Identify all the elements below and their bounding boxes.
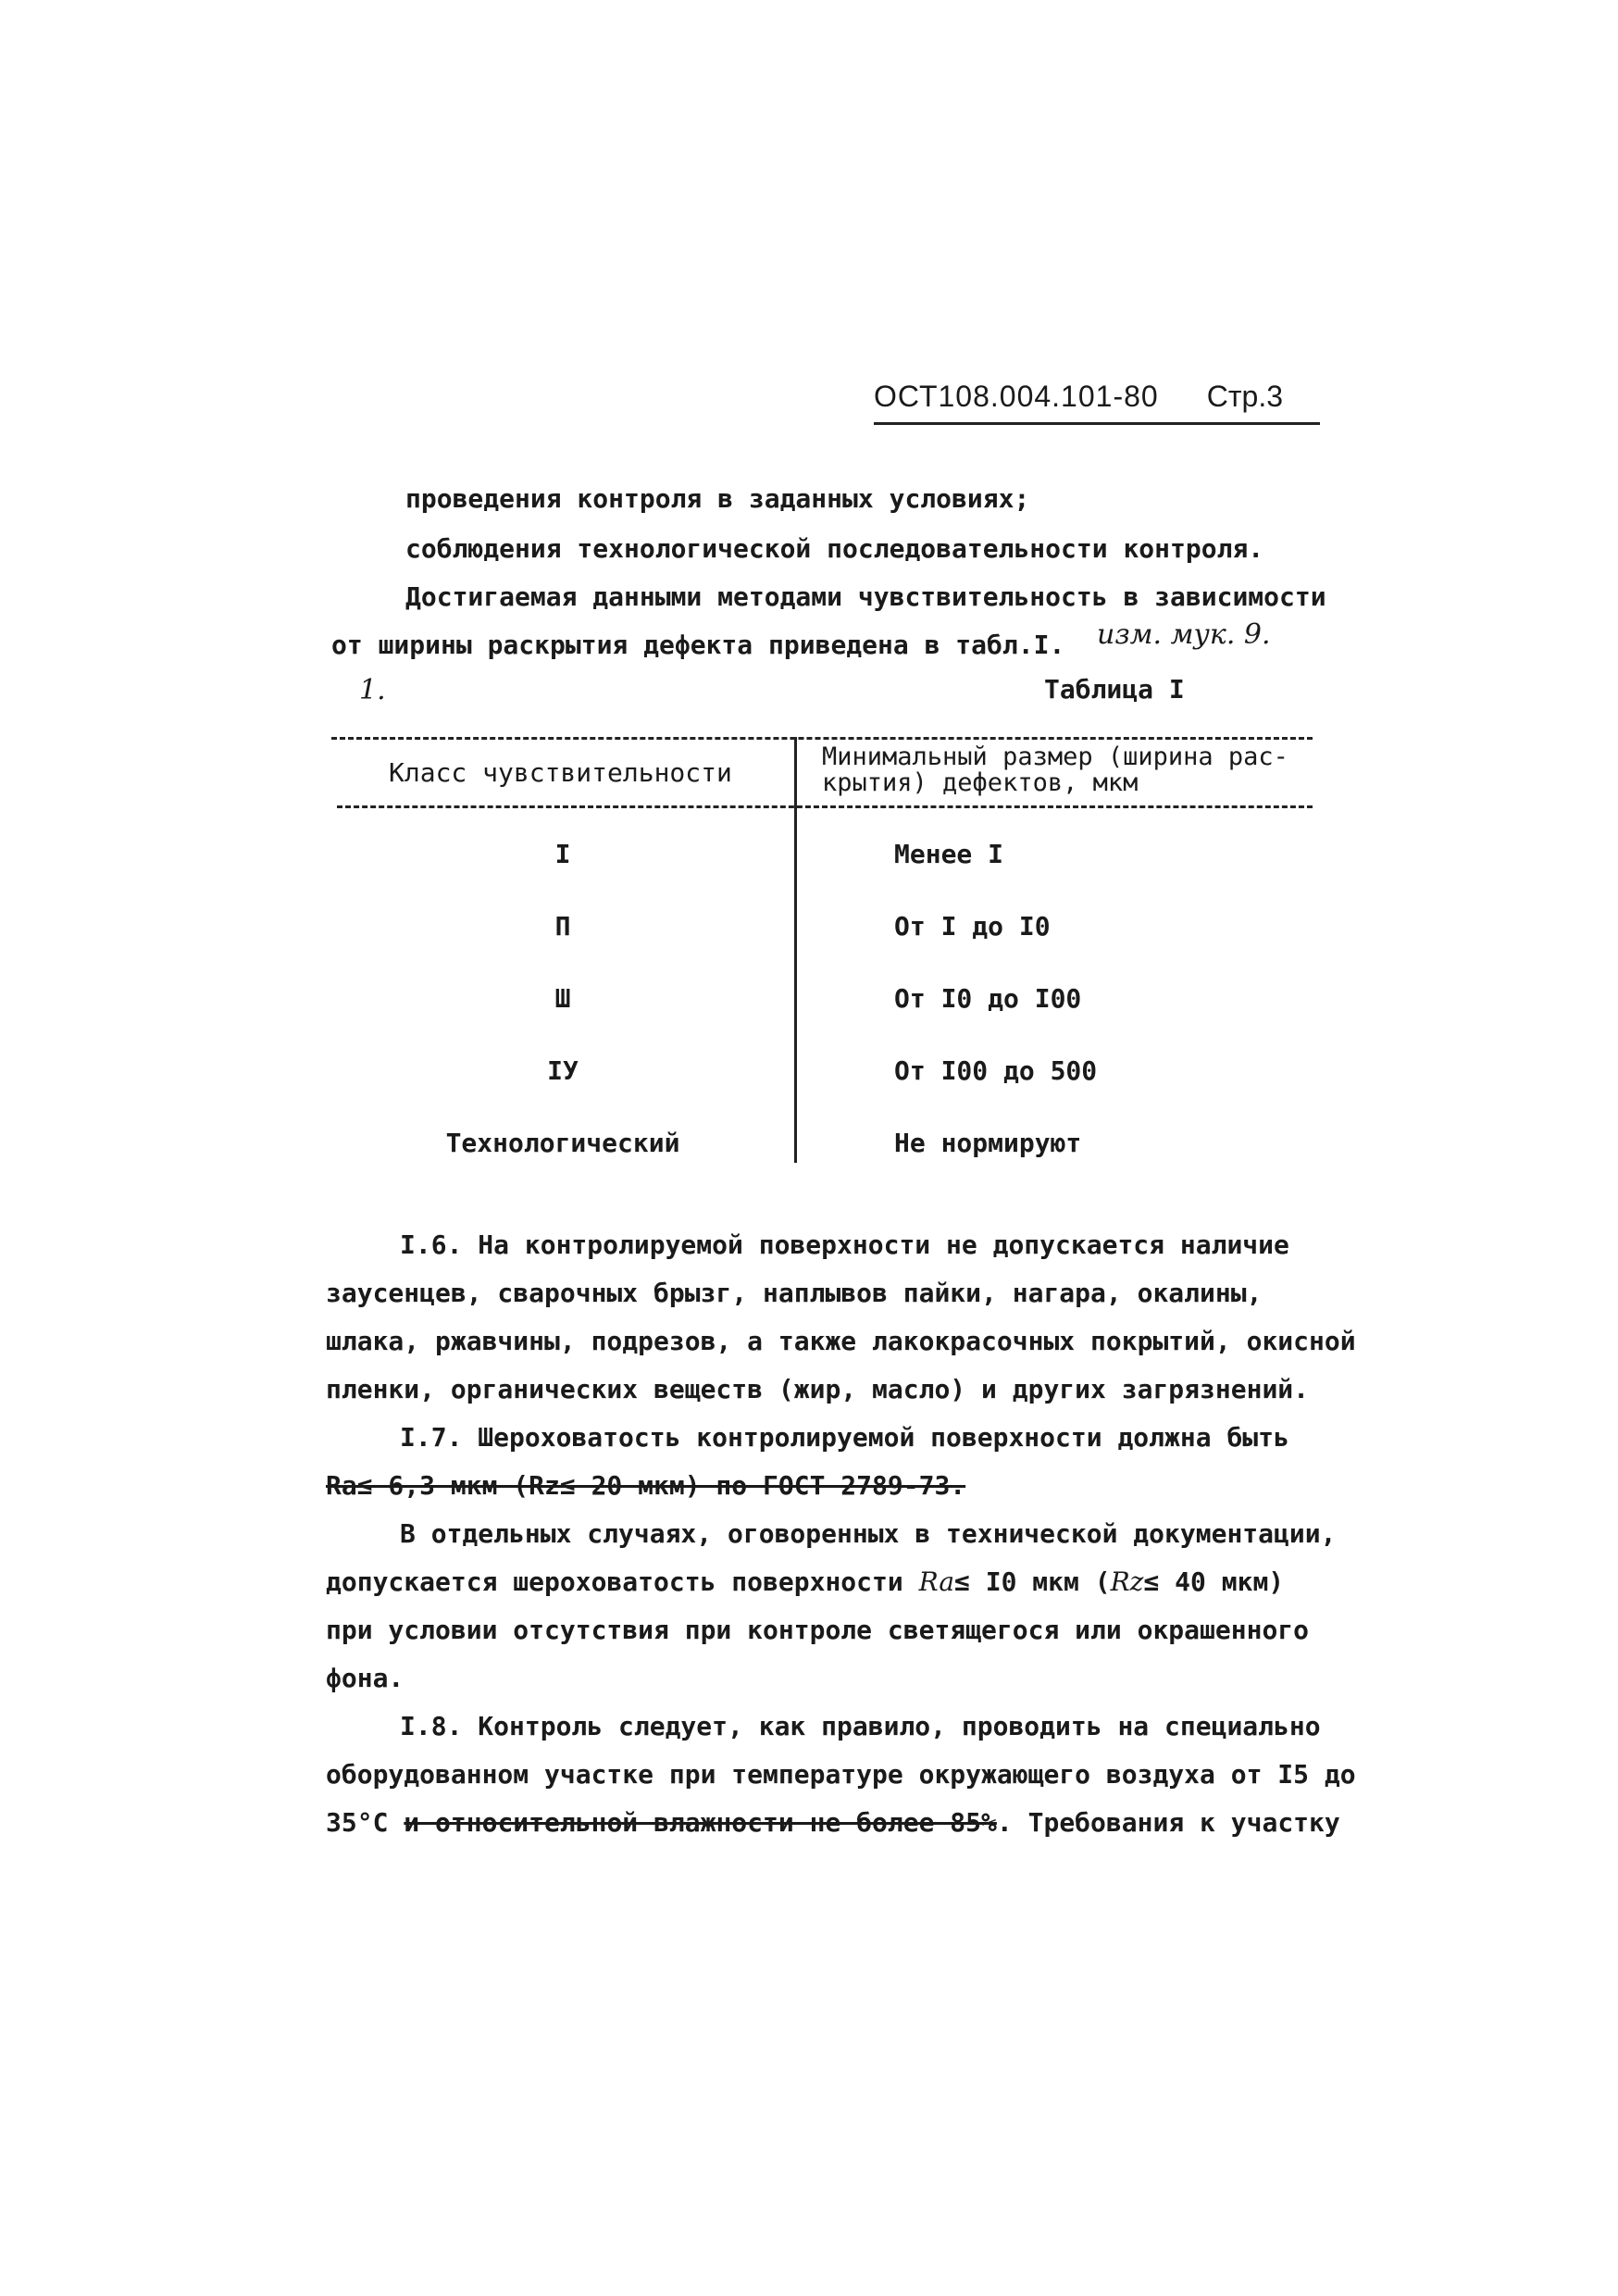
- line-4-text-a: допускается шероховатость поверхности: [326, 1566, 919, 1597]
- table-header-rule: [337, 805, 1313, 808]
- section-1-7-line-4: [326, 1566, 1284, 1597]
- section-1-8-line-3: [326, 1807, 1340, 1838]
- section-1-6-line-3: шлака, ржавчины, подрезов, а также лакокрасочных покрытий, окисной: [326, 1326, 1356, 1356]
- table-cell-size: Менее I: [894, 839, 1004, 869]
- page-number: Стр.3: [1206, 380, 1283, 413]
- section-1-6-line-4: пленки, органических веществ (жир, масло) и других загрязнений.: [326, 1374, 1310, 1404]
- rz-symbol: Rz: [1110, 1566, 1144, 1597]
- line-4-text-b: ≤ I0 мкм (: [954, 1566, 1111, 1597]
- temperature-text: 35°С: [326, 1807, 404, 1838]
- table-top-rule: [331, 737, 1313, 740]
- table-cell-class: I: [554, 839, 571, 869]
- intro-line-4: от ширины раскрытия дефекта приведена в табл.I.: [331, 630, 1065, 660]
- section-1-7-struck-line: Ra≤ 6,3 мкм (Rz≤ 20 мкм) по ГОСТ 2789-73.: [326, 1470, 966, 1501]
- table-column-divider: [794, 737, 797, 1163]
- table-cell-size: Не нормируют: [894, 1128, 1082, 1158]
- table-cell-class: Ш: [554, 983, 571, 1014]
- table-cell-size: От I0 до I00: [894, 983, 1082, 1014]
- table-cell-size: От I до I0: [894, 911, 1051, 942]
- column-header-class: Класс чувствительности: [389, 757, 732, 788]
- section-1-8-line-1: I.8. Контроль следует, как правило, проводить на специально: [400, 1711, 1321, 1741]
- ra-symbol: Ra: [918, 1566, 955, 1597]
- line-4-text-c: ≤ 40 мкм): [1143, 1566, 1285, 1597]
- section-1-6-line-2: заусенцев, сварочных брызг, наплывов пайки, нагара, окалины,: [326, 1278, 1263, 1308]
- section-1-7-line-5: при условии отсутствия при контроле светящегося или окрашенного: [326, 1615, 1310, 1645]
- table-cell-size: От I00 до 500: [894, 1055, 1098, 1086]
- intro-line-2: соблюдения технологической последовательности контроля.: [405, 533, 1264, 564]
- section-1-6-line-1: I.6. На контролируемой поверхности не допускается наличие: [400, 1229, 1289, 1260]
- table-title: Таблица I: [1044, 674, 1185, 705]
- page-header: [874, 380, 1320, 425]
- table-cell-class: IУ: [547, 1055, 579, 1086]
- column-header-size-line-2: крытия) дефектов, мкм: [822, 768, 1139, 797]
- table-cell-class: П: [554, 911, 571, 942]
- section-1-7-line-3: В отдельных случаях, оговоренных в технической документации,: [400, 1518, 1337, 1549]
- handwritten-note: изм. мук. 9.: [1097, 618, 1271, 651]
- section-1-7-line-1: I.7. Шероховатость контролируемой поверхности должна быть: [400, 1422, 1289, 1453]
- line-3-tail: . Требования к участку: [996, 1807, 1340, 1838]
- handwritten-mark: 1.: [359, 674, 386, 706]
- column-header-size: [822, 744, 1303, 796]
- table-cell-class: Технологический: [445, 1128, 680, 1158]
- struck-humidity-text: и относительной влажности не более 85%: [404, 1807, 997, 1838]
- sensitivity-table: [331, 737, 1313, 1163]
- document-code: ОСТ108.004.101-80: [874, 380, 1159, 413]
- section-1-8-line-2: оборудованном участке при температуре окружающего воздуха от I5 до: [326, 1759, 1356, 1790]
- section-1-7-line-6: фона.: [326, 1663, 404, 1693]
- intro-line-3: Достигаемая данными методами чувствительность в зависимости: [405, 581, 1326, 612]
- intro-line-1: проведения контроля в заданных условиях;: [405, 483, 1030, 514]
- column-header-size-line-1: Минимальный размер (ширина рас-: [822, 742, 1288, 771]
